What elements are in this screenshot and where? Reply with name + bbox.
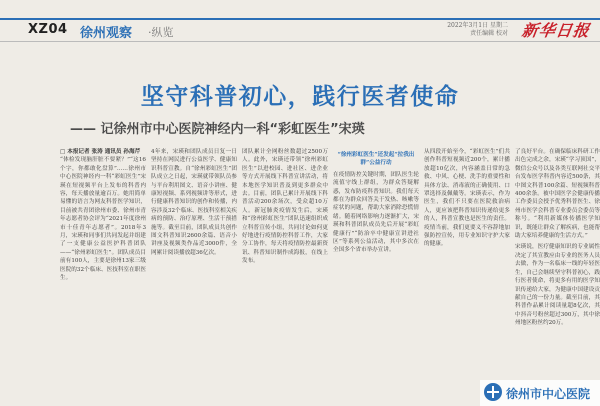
article-byline: □ 本报记者 张涛 通讯员 孙海芹 (60, 149, 141, 155)
column-text: “体检发现脑肝脏不要紧？”“这16个字，你都敢化盘算”……徐州市中心医院神经内一科“彩虹医生”宋瑛在短视频平台上发布的科普内容，每天播放量逾百万。她用简单易懂的语言为网友科普医学知识，目前被共青团徐州市委、徐州市青年志愿者协会评为“2021年度徐州市十佳青年志愿者”。2018年3月，宋瑛和同事们共同发起并组建了一支健康公益医护科普团队——“徐州彩虹医生”。团队成员目前有100人，主要是徐州13家三级医院的32个临床、医技科室在职医生。 (60, 157, 146, 282)
section-subname: ·纵览 (148, 26, 174, 39)
header-bottom-rule (0, 41, 600, 42)
page-header (0, 0, 600, 44)
header-top-rule (0, 18, 600, 20)
dateline-date: 2022年3月1日 星期二 (447, 22, 508, 29)
article-column-4 (333, 148, 419, 406)
article-column-6 (515, 148, 600, 406)
dateline-editor: 责任编辑 校对 (470, 30, 508, 37)
hospital-logo-icon (484, 383, 502, 401)
dateline (428, 22, 508, 38)
article-column-3 (242, 148, 328, 406)
article-headline: 坚守科普初心，践行医者使命 (140, 84, 460, 110)
section-subheading: “徐州彩虹医生”还发起“拉我出群”公益行动 (337, 152, 415, 167)
newspaper-masthead: 新华日报 (520, 21, 592, 40)
watermark-text: 徐州市中心医院 (506, 387, 591, 401)
column-text: 在疫情防控关键时期，团队医生轮流值守线上群组，为群众答疑解惑，发布防疫科普知识。我们每天都在为群众回答关于发热、咳嗽等症状的问题，帮助大家消除恐慌情绪。随着网络影响力逐渐扩大，宋瑛和科普团队成员先后开展“彩虹健康行”“防治卒中健康宣讲进社区”等系列公益活动，其中多次在全国多个省市举办宣讲。 (333, 171, 419, 254)
article-column-1 (60, 148, 146, 406)
article-subtitle: —— 记徐州市中心医院神经内一科“彩虹医生”宋瑛 (70, 122, 365, 137)
section-name: 徐州观察 (80, 26, 133, 41)
column-text: 从四段开始至今，“彩虹医生”们共创作科普短视频近200个，累计播放超10亿次，内容涵盖日常的急救、中风、心梗、洗手的重要性和具体方法、消毒液的正确使用、口罩选择及佩戴等。宋瑛表示，作为医生，我们不只要在医院救治病人，更应该把科普知识传递给更多的人，科普宣教也是医生的责任。疫情当前，我们更要义不容辞地加强防控宣传，用专业知识守护大家的健康。 (424, 149, 510, 248)
article-column-2 (151, 148, 237, 406)
column-text: 了良好平台。在确保临床科研工作出色完成之余，宋瑛“学习顶国”，微信公众号以及各类互联网社交平台发布医学科普内容近500条，其中图文科普100余篇、短视频科普400余条。被中国医学会健康传播工作委员会授予优秀科普医生、徐州市医学会科普专业委员会委员等称号。“利用新媒体传播医学知识，既能让群众了解疾病，也能帮助大家培养健康的生活方式。” (515, 149, 600, 240)
article-column-5 (424, 148, 510, 406)
column-text: 团队累计全网粉丝数超过2500万人。此外，宋瑛还带领“徐州彩虹医生”以进校园、进社区、进企业等方式开展线下科普宣讲活动，将本地医学知识普及到更多群众中去。目前，团队已累计开展线下科普活动200余场次，受众超10万人。新冠肺炎疫情发生后，宋瑛和“徐州彩虹医生”团队迅速组织成立科普宣传小组，共同讨论如何更好地进行疫情防控科普工作，大家分工协作，每天将疫情防控最新资讯、科普知识制作成海报，在线上发布。 (242, 149, 328, 265)
section-code: XZ04 (28, 22, 68, 37)
hospital-watermark (480, 380, 600, 406)
column-text: 宋瑛说，医疗健康知识的专业属性决定了其宣教应由专业的医务人员去做，作为一名临床一线的年轻医生，自己会继续坚守科普初心，践行医者使命，将更多有用的医学知识传递给大家，为健康中国建设贡献自己的一份力量。截至目前，其科普作品累计阅读量超8亿次，其中抖音号粉丝超过300万，其中徐州地区粉丝约20万。 (515, 244, 600, 327)
article-body (60, 148, 600, 406)
column-text: 4年来，宋瑛和团队成员日复一日坚持在网民进行公益医学、健康知识科普宣教。自“徐州彩虹医生”团队成立之日起，宋瑛就带领队员参与平台利用图文、语音小讲座、健康短视频、系列视频讲等形式，进行健康科普知识的创作和传播，内容涉及32个临床、医技科室相关疾病的预防、治疗原理、生活干预措施等。截至目前，团队成员共创作图文科普知识2600余篇、语音小讲座及视频类作品近3000件，全网累计阅读播放超36亿次。 (151, 149, 237, 256)
